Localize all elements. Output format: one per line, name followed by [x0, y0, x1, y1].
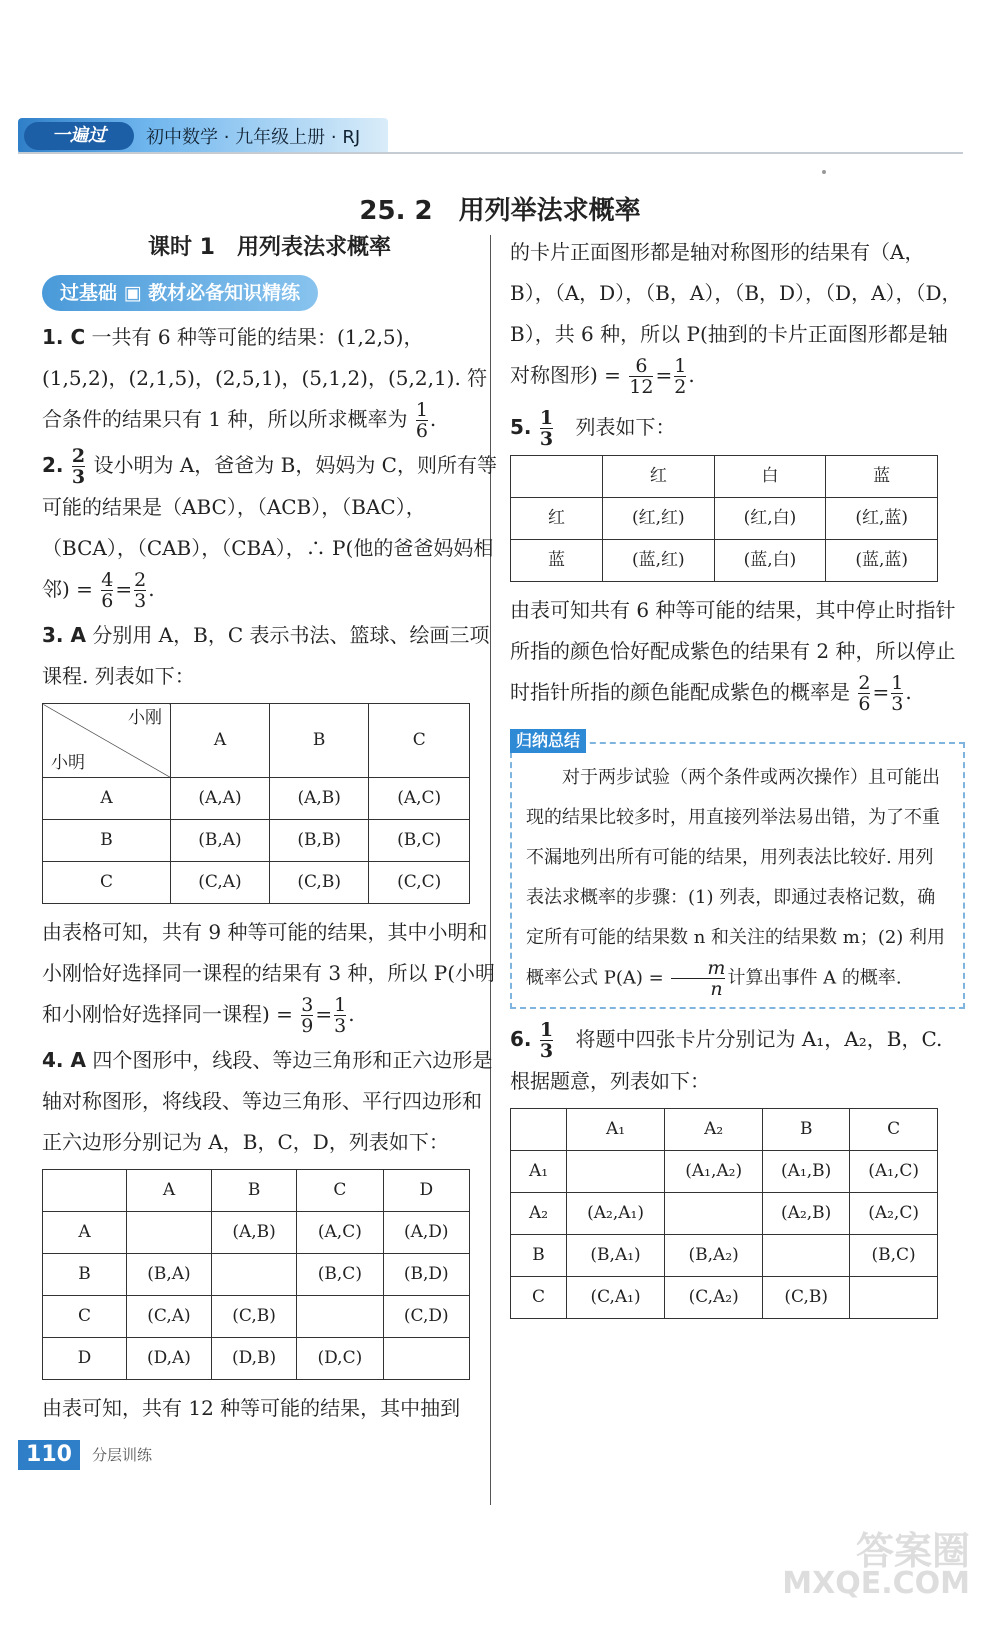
- table-row: 红 (红,红) (红,白) (红,蓝): [511, 498, 938, 540]
- answer-6-text2: 根据题意，列表如下：: [510, 1069, 710, 1093]
- table-q6: [510, 1108, 938, 1319]
- header-banner: [18, 118, 388, 154]
- fraction: $\frac{4}{6}$: [101, 569, 114, 612]
- answer-text: 设小明为 A，爸爸为 B，妈妈为 C，则所有等可能的结果是（ABC），（ACB），（BAC），（BCA），（CAB），（CBA），∴ P(他的爸爸妈妈相邻) =: [42, 453, 497, 601]
- summary-tag: 归纳总结: [510, 729, 586, 753]
- fraction: $\frac{2}{3}$: [71, 445, 86, 488]
- answer-3-after: 由表格可知，共有 9 种等可能的结果，其中小明和小刚恰好选择同一课程的结果有 3 种，所以 P(小明和小刚恰好选择同一课程) = $\frac{3}{9}$ = $\frac{1}{3}$ .: [42, 920, 496, 1037]
- answer-3: [42, 615, 497, 697]
- answer-text: 一共有 6 种等可能的结果：(1,2,5)，(1,5,2)，(2,1,5)，(2,5,1)，(5,1,2)，(5,2,1). 符合条件的结果只有 1 种，所以所求概率为: [42, 325, 488, 431]
- table-row: 蓝 (蓝,红) (蓝,白) (蓝,蓝): [511, 540, 938, 582]
- answer-4-continued: 的卡片正面图形都是轴对称图形的结果有（A，B），（A，D），（B，A），（B，D），（D，A），（D，B），共 6 种，所以 P(抽到的卡片正面图形都是轴对称图形) = $\frac{6}{12}$ = $\frac{1}{2}$ .: [510, 240, 962, 398]
- answer-2: 2. $\frac{2}{3}$ 设小明为 A，爸爸为 B，妈妈为 C，则所有等可能的结果是（ABC），（ACB），（BAC），（BCA），（CAB），（CBA），∴ P(他的爸爸妈妈相邻) = $\frac{4}{6}$ = $\frac{2}{3}$ .: [42, 445, 497, 612]
- book-title: 初中数学 · 九年级上册 · RJ: [146, 127, 361, 148]
- table-q4: [42, 1169, 470, 1380]
- summary-text: 对于两步试验（两个条件或两次操作）且可能出现的结果比较多时，用直接列举法易出错，为了不重不漏地列出所有可能的结果，用列表法比较好. 用列表法求概率的步骤：(1) 列表，即通过表格记数，确定所有可能的结果数 n 和关注的结果数 m；(2) 利用概率公式 P(A) = $\frac{m}{n}$ 计算出事件 A 的概率.: [526, 767, 946, 1000]
- answer-number: 5.: [510, 415, 532, 439]
- table-row: A₁ (A₁,A₂) (A₁,B) (A₁,C): [511, 1151, 938, 1193]
- col-header: C: [369, 704, 470, 778]
- fraction: $\frac{1}{3}$: [539, 1019, 554, 1062]
- brand-logo: 一遍过: [24, 122, 134, 150]
- right-column: [510, 232, 965, 1327]
- table-row: B (B,A) (B,B) (B,C): [43, 820, 470, 862]
- fraction: $\frac{1}{6}$: [415, 399, 428, 442]
- table-header: A B C D: [43, 1170, 470, 1212]
- answer-1: 1. C 一共有 6 种等可能的结果：(1,2,5)，(1,5,2)，(2,1,5)，(2,5,1)，(5,1,2)，(5,2,1). 符合条件的结果只有 1 种，所以所求概率为 $\frac{1}{6}$ .: [42, 325, 488, 442]
- table-row: C (C,A₁) (C,A₂) (C,B): [511, 1277, 938, 1319]
- answer-text: 列表如下：: [575, 415, 676, 439]
- answer-number: 6.: [510, 1027, 532, 1051]
- table-row: C (C,A) (C,B) (C,D): [43, 1296, 470, 1338]
- lesson-title: 课时 1 用列表法求概率: [148, 235, 391, 260]
- table-header: A₁ A₂ B C: [511, 1109, 938, 1151]
- corner-cell: 小刚 小明: [43, 704, 171, 778]
- table-q5: [510, 455, 938, 582]
- answer-4: [42, 1040, 497, 1163]
- dot-mark: [822, 170, 826, 174]
- table-row: D (D,A) (D,B) (D,C): [43, 1338, 470, 1380]
- answer-6: [510, 1019, 965, 1061]
- summary-box: [510, 731, 965, 1009]
- answer-number: 4. A: [42, 1048, 86, 1072]
- table-row: C (C,A) (C,B) (C,C): [43, 862, 470, 904]
- answer-4-after: 由表可知，共有 12 种等可能的结果，其中抽到: [42, 1396, 461, 1420]
- fraction: $\frac{2}{6}$: [858, 672, 871, 715]
- section-banner: 过基础 ▣ 教材必备知识精练: [42, 275, 318, 311]
- answer-number: 2.: [42, 453, 64, 477]
- fraction: $\frac{2}{3}$: [134, 569, 147, 612]
- header-rule: [18, 152, 963, 154]
- left-column: [42, 230, 497, 1429]
- answer-text: 分别用 A，B，C 表示书法、篮球、绘画三项课程. 列表如下：: [42, 623, 490, 688]
- section-title: 25. 2 用列举法求概率: [359, 196, 641, 226]
- fraction: $\frac{1}{2}$: [674, 355, 687, 398]
- answer-number: 1. C: [42, 325, 86, 349]
- answer-5: [510, 407, 965, 449]
- fraction: $\frac{1}{3}$: [891, 672, 904, 715]
- table-row: B (B,A) (B,C) (B,D): [43, 1254, 470, 1296]
- fraction: $\frac{1}{3}$: [334, 994, 347, 1037]
- table-row: A (A,B) (A,C) (A,D): [43, 1212, 470, 1254]
- table-q3: [42, 703, 470, 904]
- answer-text: 四个图形中，线段、等边三角形和正六边形是轴对称图形，将线段、等边三角形、平行四边形和正六边形分别记为 A，B，C，D，列表如下：: [42, 1048, 493, 1154]
- answer-text: 将题中四张卡片分别记为 A₁，A₂，B，C.: [575, 1027, 943, 1051]
- footer-label: 分层训练: [92, 1446, 153, 1464]
- col-header: B: [269, 704, 368, 778]
- watermark-url: MXQE.COM: [782, 1566, 970, 1601]
- fraction: $\frac{3}{9}$: [301, 994, 314, 1037]
- fraction: $\frac{6}{12}$: [629, 355, 654, 398]
- answer-5-after: 由表可知共有 6 种等可能的结果，其中停止时指针所指的颜色恰好配成紫色的结果有 2 种，所以停止时指针所指的颜色能配成紫色的概率是 $\frac{2}{6}$ = $\frac{1}{3}$ .: [510, 598, 956, 715]
- fraction: $\frac{1}{3}$: [539, 407, 554, 450]
- table-row: A (A,A) (A,B) (A,C): [43, 778, 470, 820]
- table-row: B (B,A₁) (B,A₂) (B,C): [511, 1235, 938, 1277]
- table-header: 红 白 蓝: [511, 456, 938, 498]
- answer-number: 3. A: [42, 623, 86, 647]
- page-number: 110: [18, 1440, 80, 1470]
- watermark-logo: 答案圈: [855, 1529, 970, 1573]
- fraction: $\frac{m}{n}$: [671, 958, 725, 999]
- table-row: A₂ (A₂,A₁) (A₂,B) (A₂,C): [511, 1193, 938, 1235]
- col-header: A: [171, 704, 270, 778]
